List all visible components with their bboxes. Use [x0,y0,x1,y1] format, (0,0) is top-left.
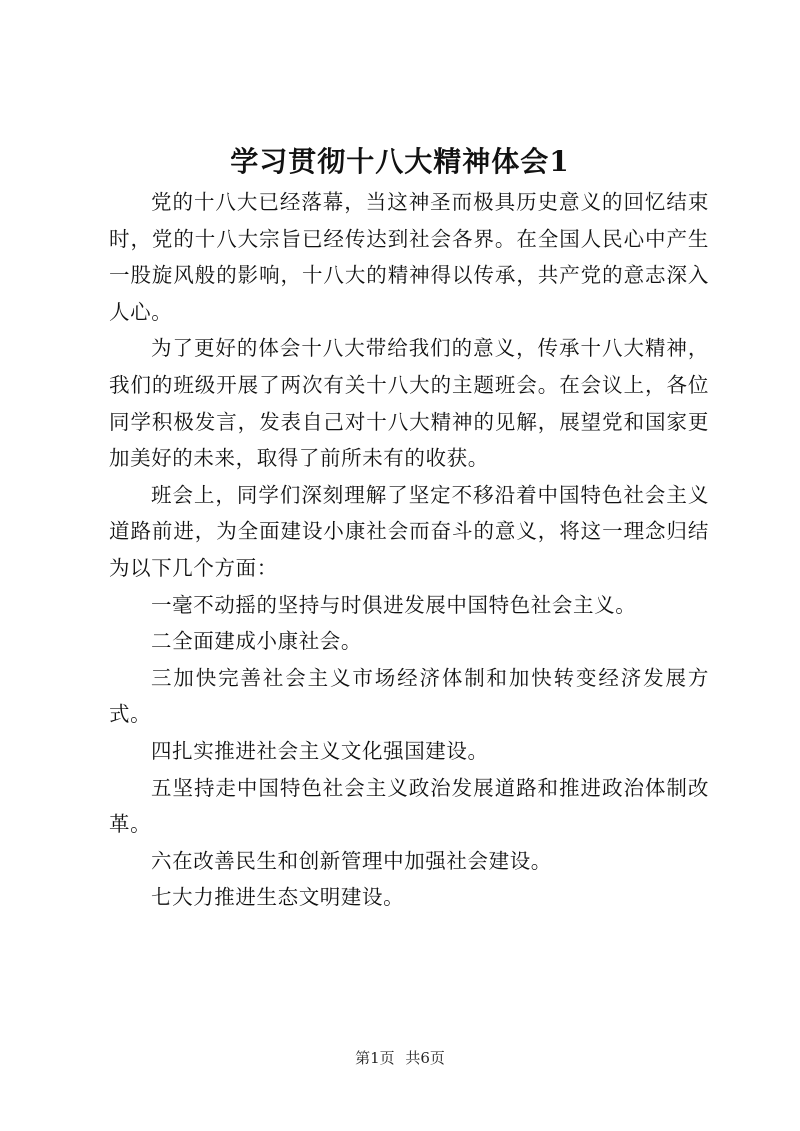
paragraph: 班会上，同学们深刻理解了坚定不移沿着中国特色社会主义道路前进，为全面建设小康社会而奋斗的意义，将这一理念归结为以下几个方面： [109,482,709,580]
paragraph: 为了更好的体会十八大带给我们的意义，传承十八大精神，我们的班级开展了两次有关十八大的主题班会。在会议上，各位同学积极发言，发表自己对十八大精神的见解，展望党和国家更加美好的未来，取得了前所未有的收获。 [109,336,709,471]
list-item: 二全面建成小康社会。 [151,629,362,654]
list-item: 六在改善民生和创新管理中加强社会建设。 [151,848,552,873]
page-total: 共6页 [405,1049,445,1067]
list-item: 四扎实推进社会主义文化强国建设。 [151,738,489,763]
list-item: 三加快完善社会主义市场经济体制和加快转变经济发展方式。 [109,665,709,727]
list-item: 七大力推进生态文明建设。 [151,885,405,910]
document-body [109,184,709,916]
document-title: 学习贯彻十八大精神体会1 [230,145,570,178]
page-footer [0,1047,800,1068]
list-item: 一毫不动摇的坚持与时俱进发展中国特色社会主义。 [151,592,637,617]
list-item: 五坚持走中国特色社会主义政治发展道路和推进政治体制改革。 [109,775,709,837]
paragraph: 党的十八大已经落幕，当这神圣而极具历史意义的回忆结束时，党的十八大宗旨已经传达到社会各界。在全国人民心中产生一股旋风般的影响，十八大的精神得以传承，共产党的意志深入人心。 [109,190,709,324]
page-number: 第1页 [355,1049,395,1067]
